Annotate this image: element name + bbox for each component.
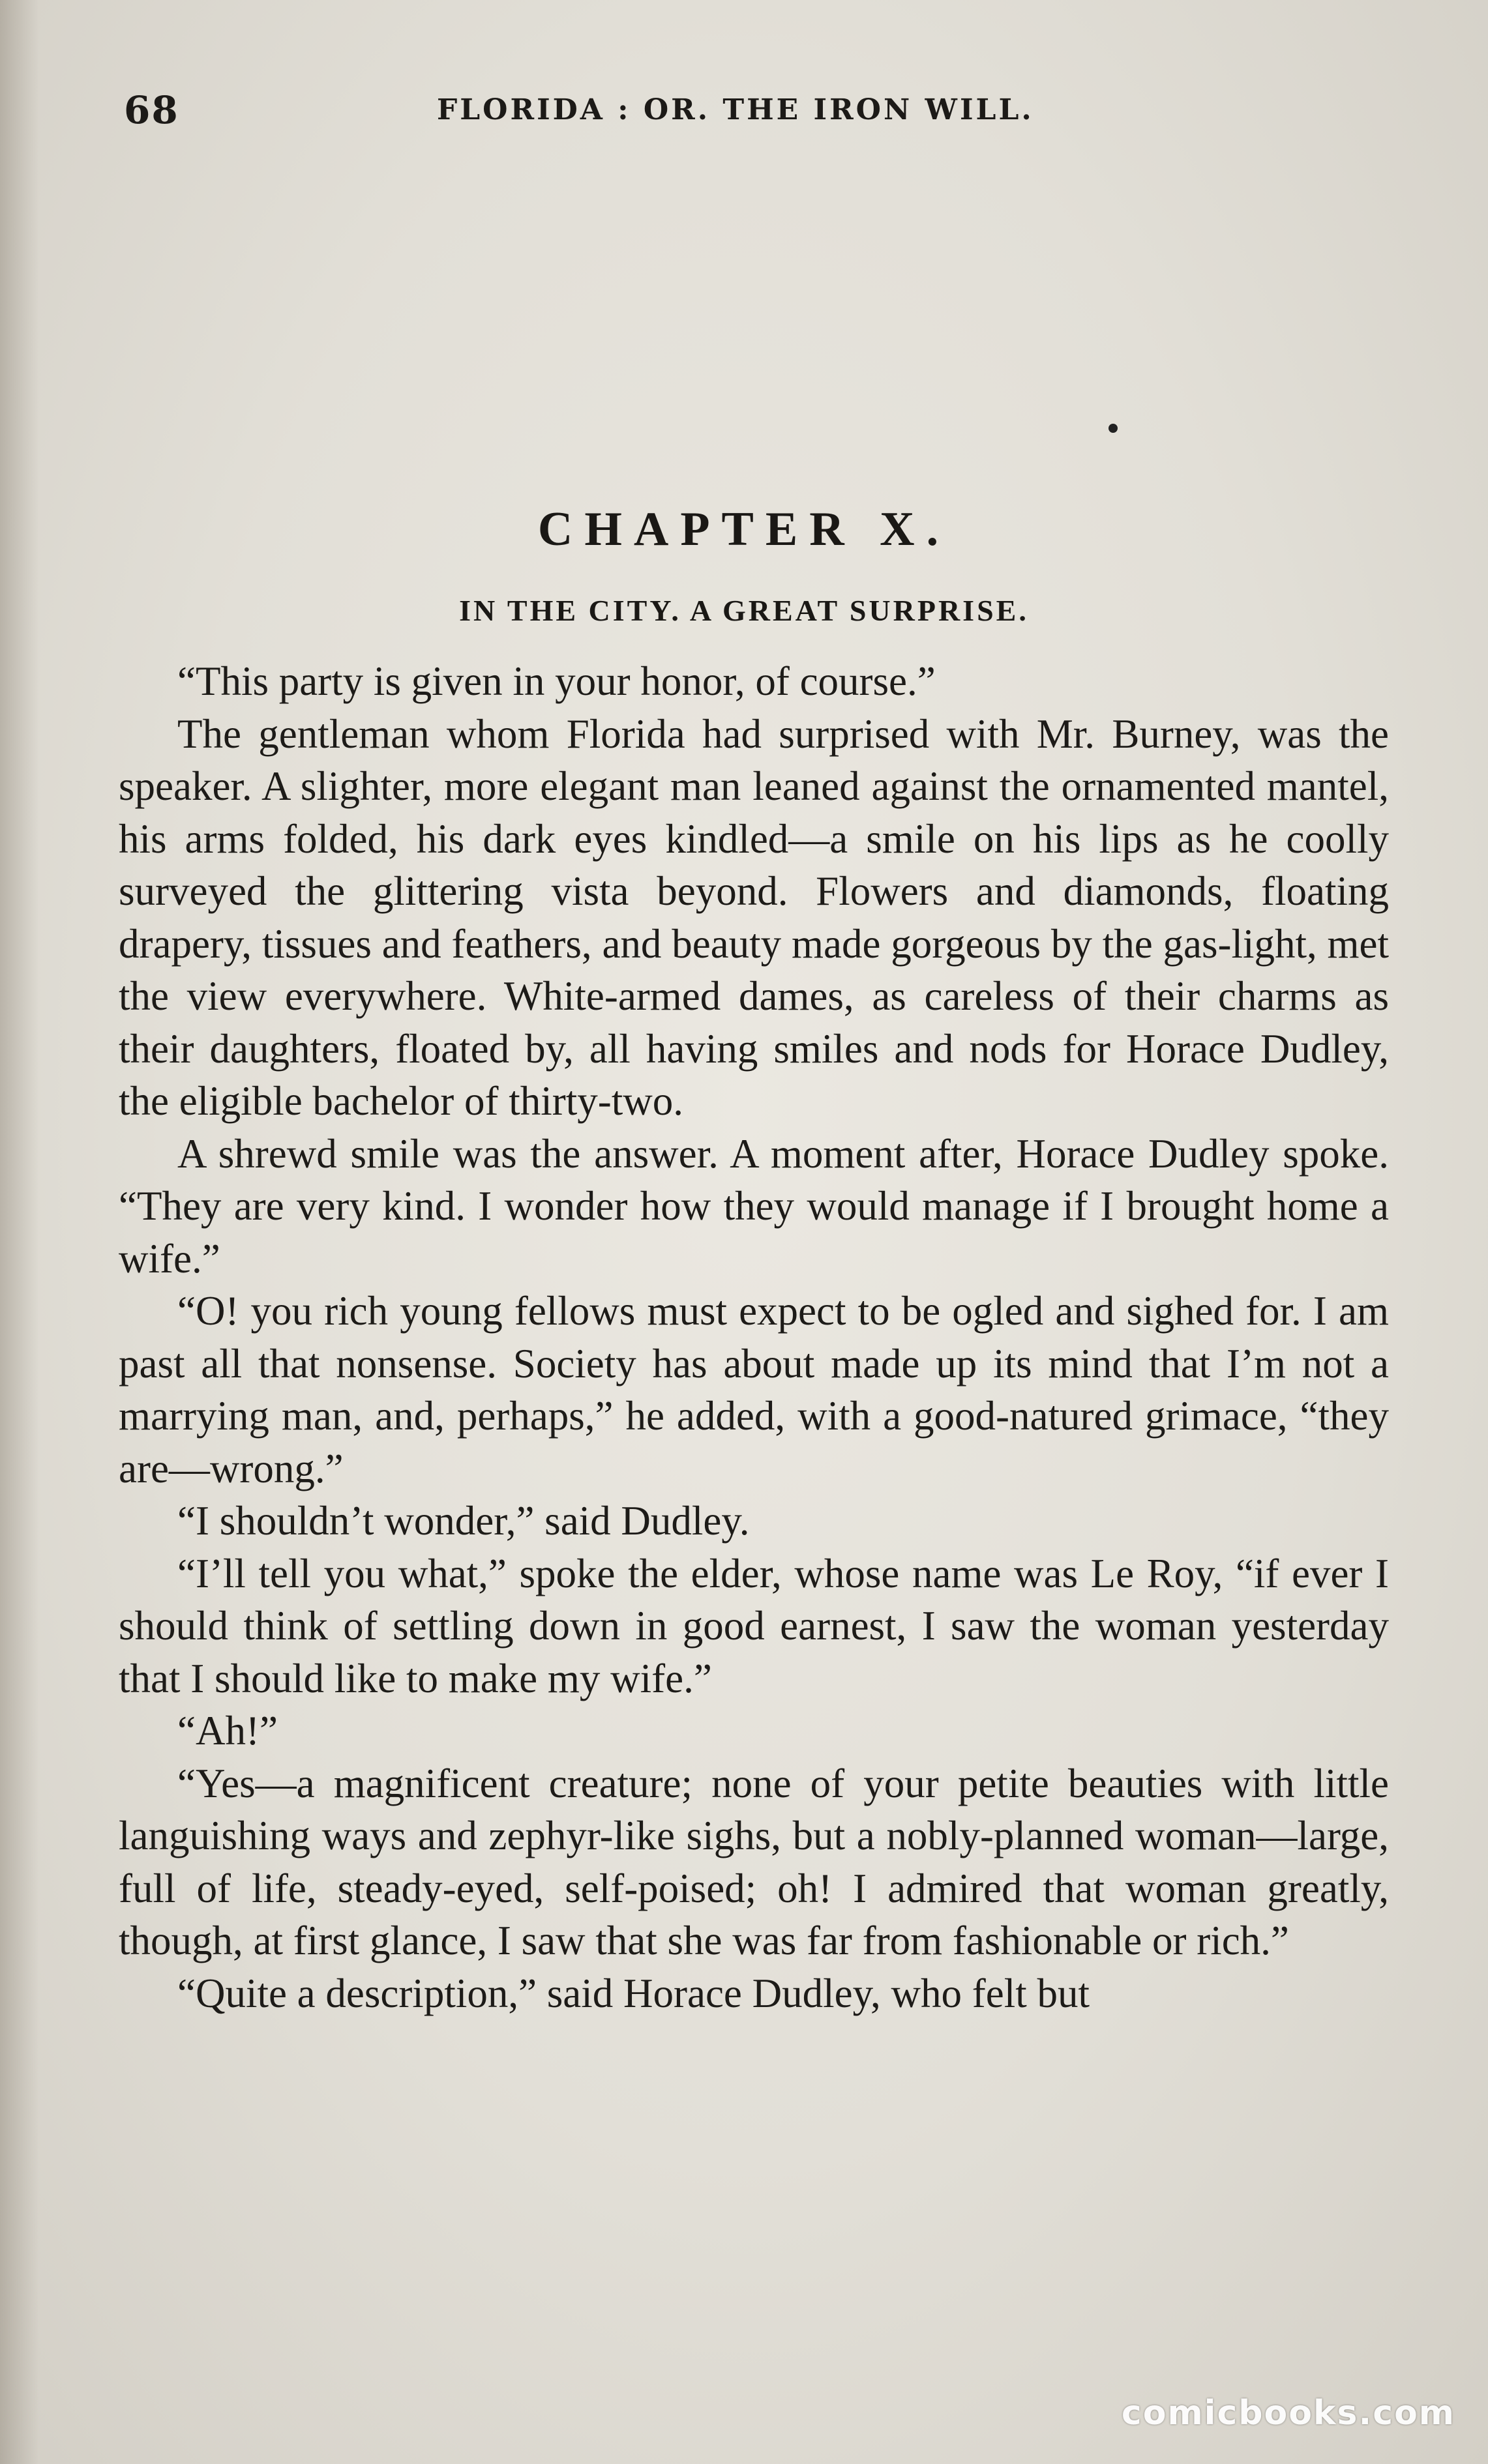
paragraph: “Ah!” xyxy=(177,1708,278,1753)
ink-spot xyxy=(1109,424,1118,433)
chapter-subtitle: IN THE CITY. A GREAT SURPRISE. xyxy=(459,594,1029,627)
paragraph: A shrewd smile was the answer. A moment after, Horace Dudley spoke. “They are very kind. I wonder how they would manage if I brought home a wife.” xyxy=(119,1130,1389,1282)
paragraph: “Quite a description,” said Horace Dudley, who felt but xyxy=(177,1970,1090,2016)
chapter-title: CHAPTER X. xyxy=(537,503,951,556)
paragraph: The gentleman whom Florida had surprised with Mr. Burney, was the speaker. A slighter, more elegant man leaned against the ornamented mantel, his arms folded, his dark eyes kindled—a smile on his lips as he coolly surveyed the glittering vista beyond. Flowers and diamonds, floating drapery, tissues and feathers, and beauty made gorgeous by the gas-light, met the view everywhere. White-armed dames, as careless of their charms as their daughters, floated by, all having smiles and nods for Horace Dudley, the eligible bachelor of thirty-two. xyxy=(119,711,1389,1124)
paragraph: “I’ll tell you what,” spoke the elder, whose name was Le Roy, “if ever I should think of settling down in good earnest, I saw the woman yesterday that I should like to make my wife.” xyxy=(119,1550,1389,1701)
page-number: 68 xyxy=(124,88,179,132)
body-text xyxy=(119,655,1389,2019)
paragraph: “I shouldn’t wonder,” said Dudley. xyxy=(177,1498,750,1544)
paragraph: “O! you rich young fellows must expect to be ogled and sighed for. I am past all that nonsense. Society has about made up its mind that I’m not a marrying man, and, perhaps,” he added, with a good-natured grimace, “they are—wrong.” xyxy=(119,1288,1389,1491)
page-edge-shadow xyxy=(0,0,39,2464)
paragraph: “This party is given in your honor, of course.” xyxy=(177,658,936,704)
watermark-logo: comicbooks.com xyxy=(1121,2394,1455,2433)
running-head: FLORIDA : OR. THE IRON WILL. xyxy=(437,93,1034,126)
paragraph: “Yes—a magnificent creature; none of your petite beauties with little languishing ways and zephyr-like sighs, but a nobly-planned woman—large, full of life, steady-eyed, self-poised; oh! I admired that woman greatly, though, at first glance, I saw that she was far from fashionable or rich.” xyxy=(119,1760,1389,1963)
page-header xyxy=(124,88,1395,140)
